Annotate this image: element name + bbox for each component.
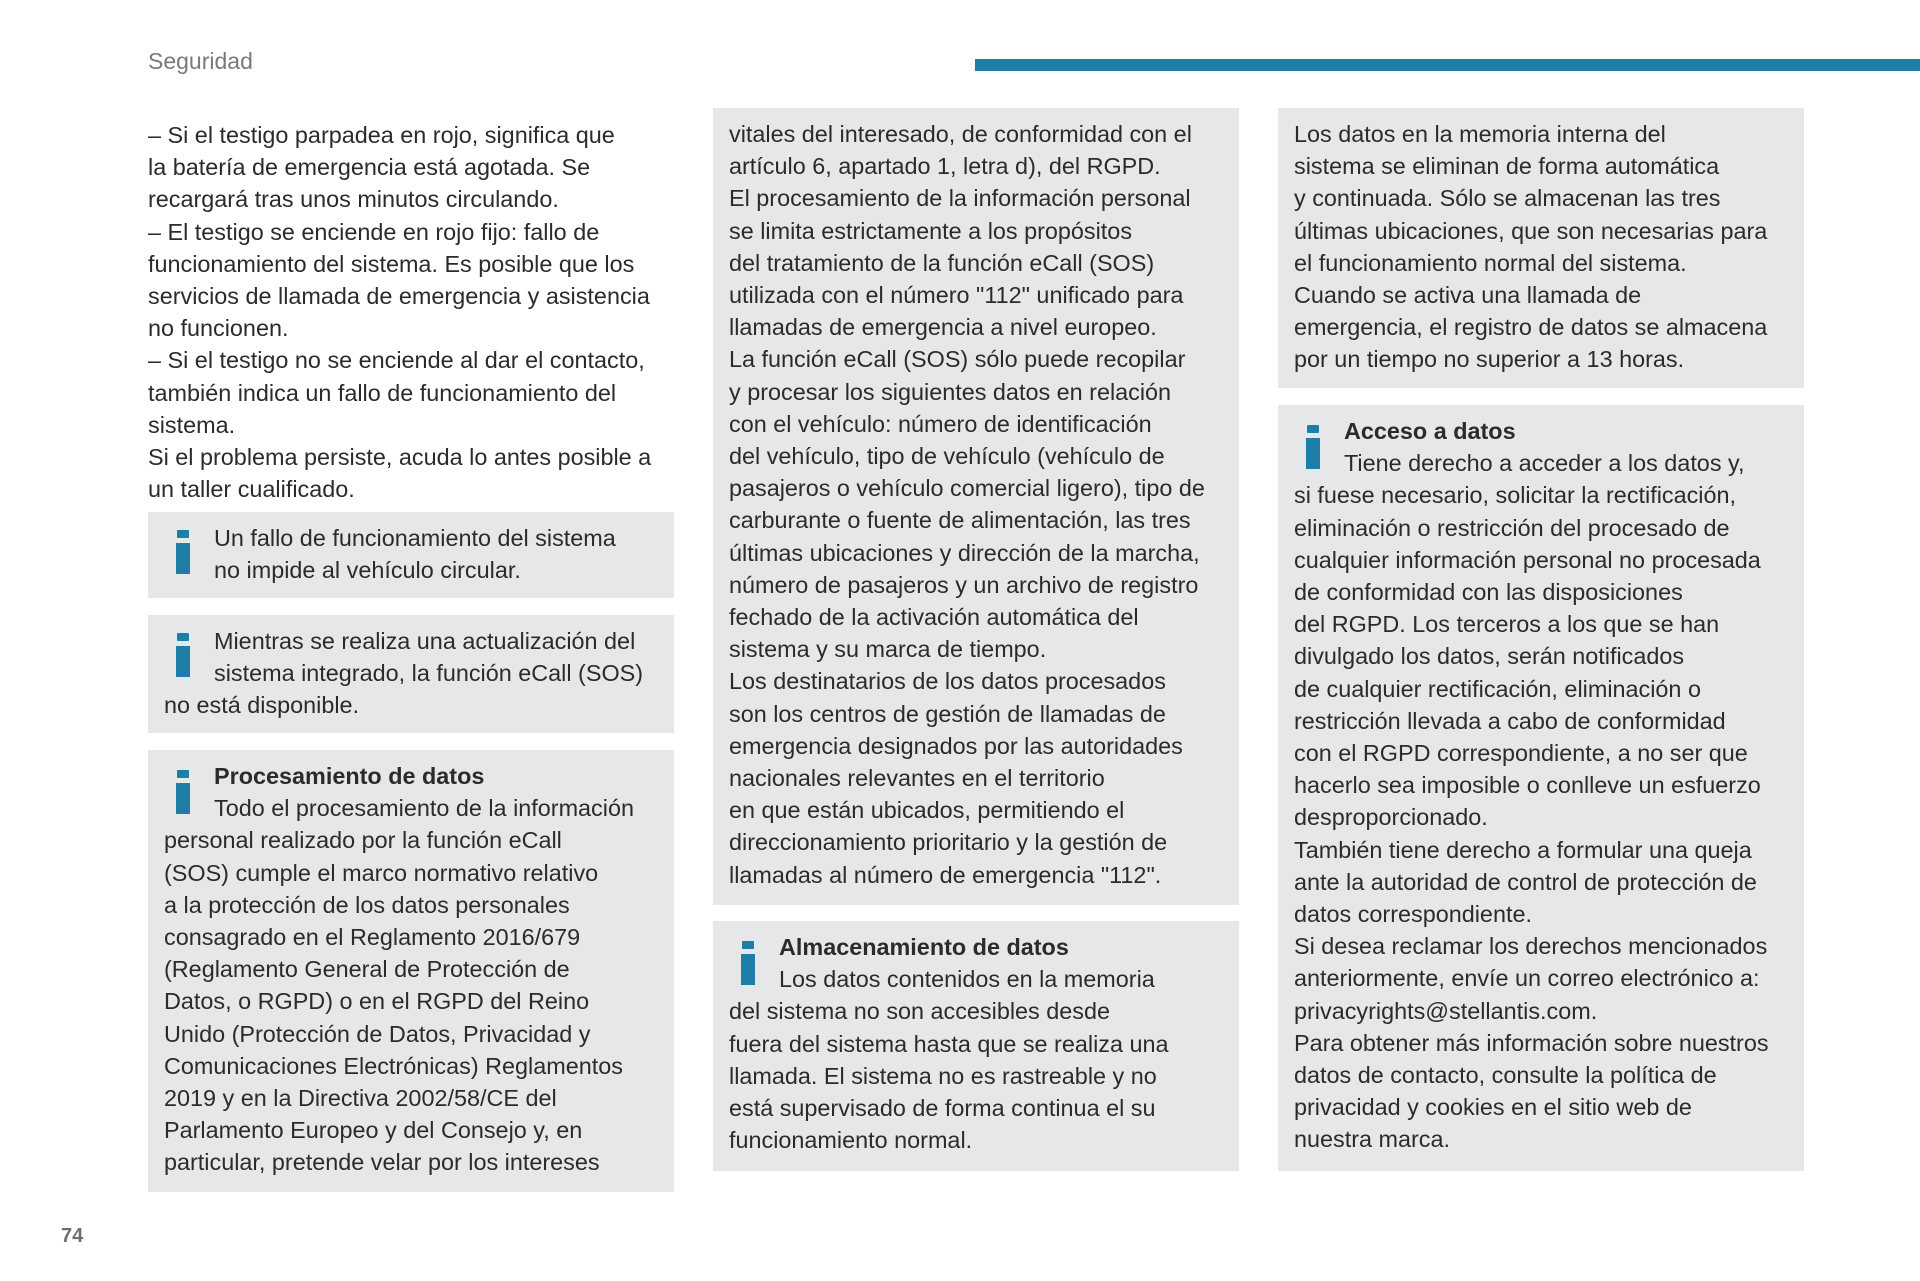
text-line: también indica un fallo de funcionamiento del xyxy=(148,379,617,406)
note-line: anteriormente, envíe un correo electrónico a: xyxy=(1294,965,1760,992)
note-line: emergencia designados por las autoridades xyxy=(729,732,1183,759)
info-note-fault xyxy=(148,512,674,598)
note-line: sistema integrado, la función eCall (SOS) xyxy=(214,660,644,687)
warning-lamp-text xyxy=(148,119,678,505)
note-heading: Procesamiento de datos xyxy=(214,763,485,789)
note-line: direccionamiento prioritario y la gestión de xyxy=(729,829,1168,856)
note-line: Parlamento Europeo y del Consejo y, en xyxy=(164,1117,583,1144)
note-line: emergencia, el registro de datos se almacena xyxy=(1294,314,1768,341)
info-note-processing-continued xyxy=(713,108,1239,905)
note-line: del vehículo, tipo de vehículo (vehículo de xyxy=(729,443,1165,470)
note-line: del RGPD. Los terceros a los que se han xyxy=(1294,611,1720,638)
note-line: hacerlo sea imposible o conlleve un esfuerzo xyxy=(1294,772,1761,799)
info-note-update xyxy=(148,615,674,733)
note-line: si fuese necesario, solicitar la rectificación, xyxy=(1294,482,1737,509)
note-line: llamadas al número de emergencia "112". xyxy=(729,861,1162,888)
note-line: últimas ubicaciones y dirección de la marcha, xyxy=(729,539,1200,566)
note-line: particular, pretende velar por los intereses xyxy=(164,1149,600,1176)
text-line: un taller cualificado. xyxy=(148,476,355,503)
text-line: no funcionen. xyxy=(148,315,289,342)
note-line: (SOS) cumple el marco normativo relativo xyxy=(164,859,599,886)
header-accent-bar xyxy=(975,59,1920,71)
note-line: Los datos en la memoria interna del xyxy=(1294,121,1666,147)
text-line: Si el problema persiste, acuda lo antes posible a xyxy=(148,444,652,471)
info-note-data-processing xyxy=(148,750,674,1192)
note-line: nuestra marca. xyxy=(1294,1126,1451,1153)
note-line: del tratamiento de la función eCall (SOS) xyxy=(729,249,1155,276)
text-line: – Si el testigo parpadea en rojo, significa que xyxy=(148,122,615,148)
note-line: El procesamiento de la información personal xyxy=(729,185,1191,212)
page-number: 74 xyxy=(61,1225,84,1247)
note-line: Los datos contenidos en la memoria xyxy=(779,966,1155,993)
info-note-data-storage xyxy=(713,921,1239,1171)
note-line: sistema se eliminan de forma automática xyxy=(1294,153,1720,180)
note-line: sistema y su marca de tiempo. xyxy=(729,636,1047,663)
note-line: Unido (Protección de Datos, Privacidad y xyxy=(164,1020,591,1047)
note-line: Si desea reclamar los derechos mencionados xyxy=(1294,933,1768,960)
note-line: La función eCall (SOS) sólo puede recopilar xyxy=(729,346,1186,373)
text-line: – Si el testigo no se enciende al dar el contacto, xyxy=(148,347,645,374)
note-line: Comunicaciones Electrónicas) Reglamentos xyxy=(164,1052,623,1079)
note-line: del sistema no son accesibles desde xyxy=(729,998,1110,1025)
note-line: llamadas de emergencia a nivel europeo. xyxy=(729,314,1157,341)
note-line: Mientras se realiza una actualización del xyxy=(214,628,636,654)
note-line: 2019 y en la Directiva 2002/58/CE del xyxy=(164,1085,557,1112)
note-line: ante la autoridad de control de protección de xyxy=(1294,868,1757,895)
note-line: con el RGPD correspondiente, a no ser que xyxy=(1294,740,1748,767)
note-line: privacidad y cookies en el sitio web de xyxy=(1294,1094,1692,1121)
note-line: está supervisado de forma continua el su xyxy=(729,1095,1156,1122)
text-line: recargará tras unos minutos circulando. xyxy=(148,186,559,213)
note-line: Cuando se activa una llamada de xyxy=(1294,282,1642,309)
note-line: vitales del interesado, de conformidad con el xyxy=(729,121,1192,147)
note-line: datos correspondiente. xyxy=(1294,901,1532,928)
note-line: Todo el procesamiento de la información xyxy=(214,795,634,822)
note-line: se limita estrictamente a los propósitos xyxy=(729,217,1133,244)
text-line: sistema. xyxy=(148,411,236,438)
note-line: por un tiempo no superior a 13 horas. xyxy=(1294,346,1685,373)
info-note-data-access xyxy=(1278,405,1804,1171)
note-line: Los destinatarios de los datos procesados xyxy=(729,668,1166,695)
note-line: divulgado los datos, serán notificados xyxy=(1294,643,1685,670)
note-line: eliminación o restricción del procesado de xyxy=(1294,514,1730,541)
note-line: pasajeros o vehículo comercial ligero), tipo de xyxy=(729,475,1205,502)
note-line: datos de contacto, consulte la política de xyxy=(1294,1062,1717,1089)
note-line: con el vehículo: número de identificación xyxy=(729,410,1152,437)
note-line: y procesar los siguientes datos en relación xyxy=(729,378,1172,405)
note-line: de conformidad con las disposiciones xyxy=(1294,579,1683,606)
note-line: Un fallo de funcionamiento del sistema xyxy=(214,525,616,551)
note-heading: Acceso a datos xyxy=(1344,418,1516,444)
note-line: consagrado en el Reglamento 2016/679 xyxy=(164,924,581,951)
section-title: Seguridad xyxy=(148,48,253,74)
note-line: en que están ubicados, permitiendo el xyxy=(729,797,1125,824)
note-line: Tiene derecho a acceder a los datos y, xyxy=(1344,450,1745,477)
note-line: no está disponible. xyxy=(164,692,360,719)
note-line: número de pasajeros y un archivo de registro xyxy=(729,571,1199,598)
note-line: Datos, o RGPD) o en el RGPD del Reino xyxy=(164,988,590,1015)
note-line: (Reglamento General de Protección de xyxy=(164,956,570,983)
note-line: son los centros de gestión de llamadas de xyxy=(729,700,1166,727)
note-heading: Almacenamiento de datos xyxy=(779,934,1069,960)
note-line: desproporcionado. xyxy=(1294,804,1488,831)
note-line: fechado de la activación automática del xyxy=(729,604,1139,631)
note-line: y continuada. Sólo se almacenan las tres xyxy=(1294,185,1721,212)
text-line: servicios de llamada de emergencia y asistencia xyxy=(148,283,650,310)
note-line: nacionales relevantes en el territorio xyxy=(729,765,1105,792)
note-line: funcionamiento normal. xyxy=(729,1127,973,1154)
note-line: Para obtener más información sobre nuestros xyxy=(1294,1029,1769,1056)
note-line: carburante o fuente de alimentación, las tres xyxy=(729,507,1191,534)
email-address-text: privacyrights@stellantis.com. xyxy=(1294,997,1598,1024)
note-line: personal realizado por la función eCall xyxy=(164,827,562,854)
note-line: últimas ubicaciones, que son necesarias para xyxy=(1294,217,1768,244)
text-line: – El testigo se enciende en rojo fijo: fallo de xyxy=(148,218,600,245)
note-line: También tiene derecho a formular una queja xyxy=(1294,836,1752,863)
note-line: artículo 6, apartado 1, letra d), del RGPD. xyxy=(729,153,1161,180)
note-line: cualquier información personal no procesada xyxy=(1294,546,1761,573)
note-line: a la protección de los datos personales xyxy=(164,891,570,918)
note-line: fuera del sistema hasta que se realiza una xyxy=(729,1030,1169,1057)
text-line: funcionamiento del sistema. Es posible que los xyxy=(148,250,635,277)
note-line: llamada. El sistema no es rastreable y no xyxy=(729,1062,1157,1089)
note-line: no impide al vehículo circular. xyxy=(214,557,521,584)
note-line: restricción llevada a cabo de conformidad xyxy=(1294,707,1726,734)
info-note-storage-continued xyxy=(1278,108,1804,388)
text-line: la batería de emergencia está agotada. Se xyxy=(148,154,591,181)
note-line: de cualquier rectificación, eliminación o xyxy=(1294,675,1701,702)
note-line: el funcionamiento normal del sistema. xyxy=(1294,249,1687,276)
note-line: utilizada con el número "112" unificado para xyxy=(729,282,1184,309)
